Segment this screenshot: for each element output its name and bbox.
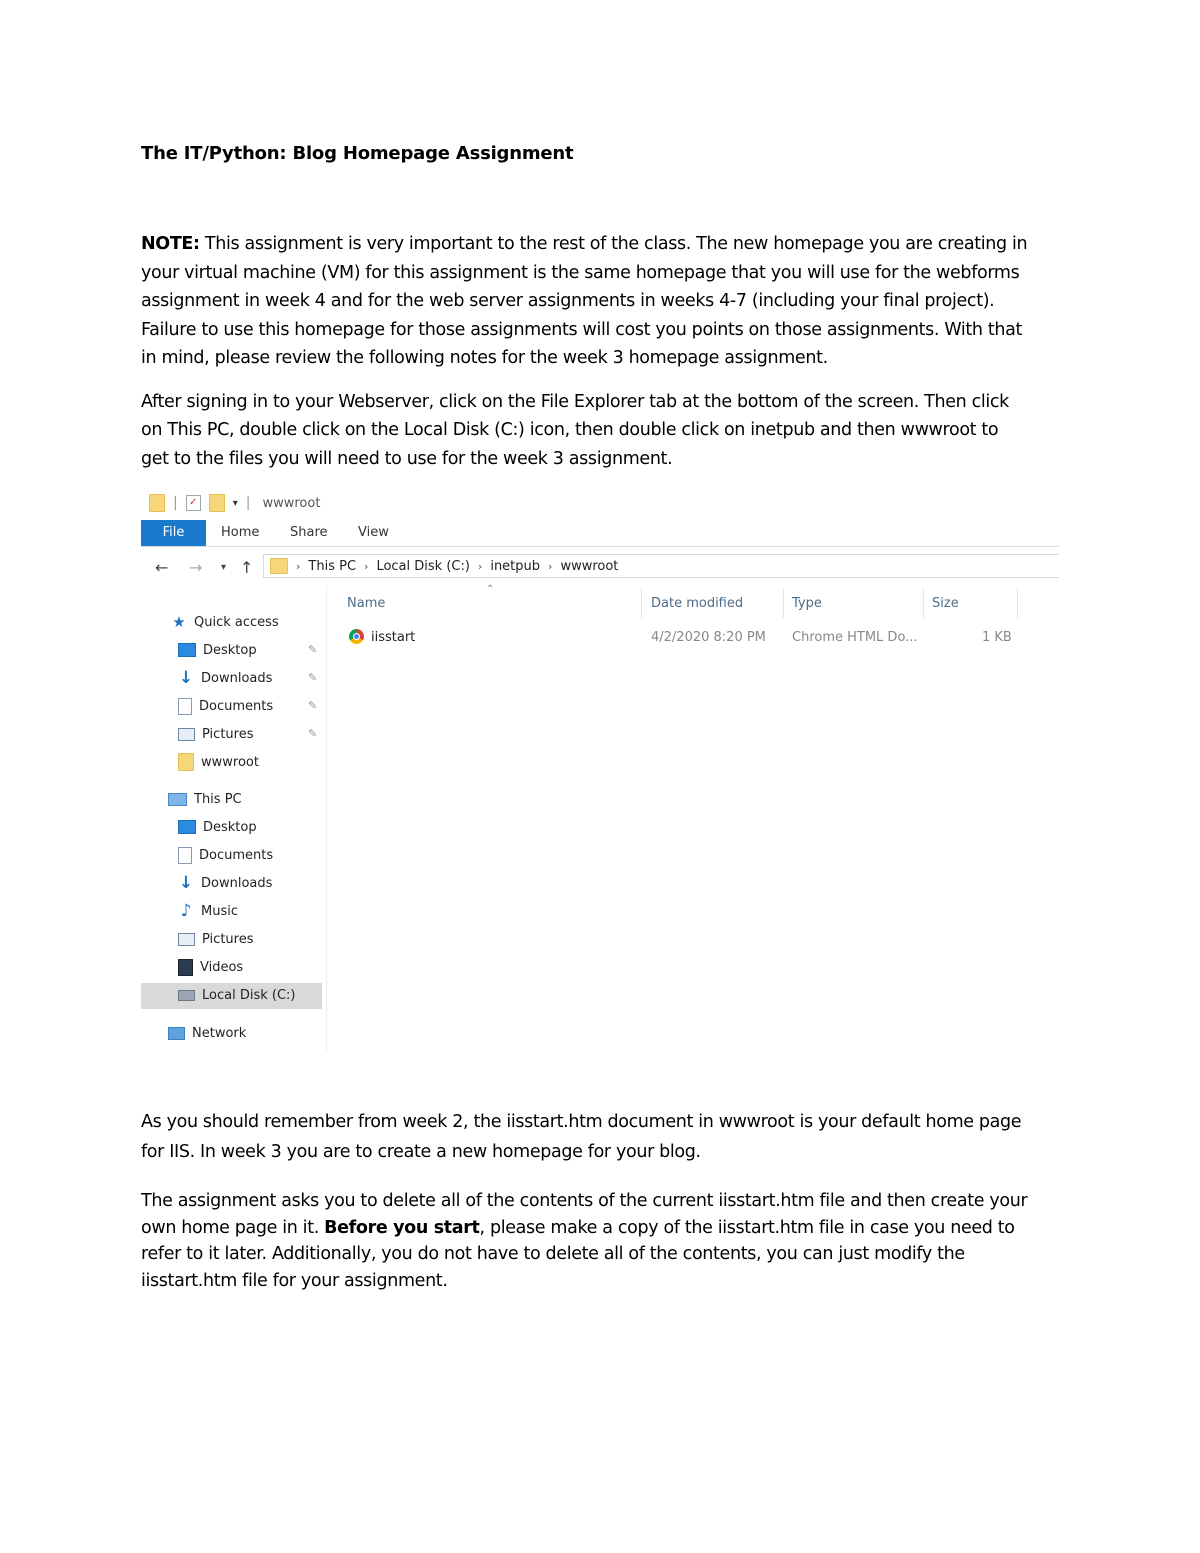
note-paragraph xyxy=(141,230,1071,373)
nav-pc-local-disk[interactable]: Local Disk (C:) xyxy=(178,983,295,1007)
nav-pc-downloads[interactable]: ↓ Downloads xyxy=(178,873,273,893)
assignment-line-4: iisstart.htm file for your assignment. xyxy=(141,1270,448,1291)
assignment-line-2: own home page in it. Before you start, please make a copy of the iisstart.htm file in case you need to xyxy=(141,1217,1015,1238)
tab-share[interactable]: Share xyxy=(290,525,328,540)
note-line-2: your virtual machine (VM) for this assignment is the same homepage that you will use for the webforms xyxy=(141,262,1020,283)
tab-home[interactable]: Home xyxy=(221,525,260,540)
computer-icon xyxy=(168,793,187,806)
note-line-5: in mind, please review the following notes for the week 3 homepage assignment. xyxy=(141,348,828,368)
note-label: NOTE: xyxy=(141,234,200,254)
download-icon: ↓ xyxy=(178,873,194,893)
customize-toolbar-icon[interactable]: ▾ xyxy=(232,497,238,509)
file-row[interactable] xyxy=(331,626,1059,650)
folder-icon[interactable] xyxy=(149,494,165,512)
star-icon: ★ xyxy=(172,613,186,631)
nav-pc-pictures[interactable]: Pictures xyxy=(178,927,253,951)
address-bar-row xyxy=(141,554,1059,580)
column-header-type[interactable]: Type xyxy=(792,596,822,611)
breadcrumb-inetpub[interactable]: inetpub xyxy=(490,558,541,574)
music-icon: ♪ xyxy=(180,901,192,921)
ribbon xyxy=(141,520,1059,547)
recent-locations-icon[interactable]: ▾ xyxy=(221,562,227,573)
note-line-1: NOTE: This assignment is very important to the rest of the class. The new homepage you are creating in xyxy=(141,234,1028,254)
pictures-icon xyxy=(178,728,195,741)
new-folder-icon[interactable] xyxy=(209,494,225,512)
pin-icon[interactable]: ✎ xyxy=(308,643,318,656)
document-title: The IT/Python: Blog Homepage Assignment xyxy=(141,143,574,164)
nav-pc-desktop[interactable]: Desktop xyxy=(178,815,257,839)
nav-quick-documents[interactable]: Documents xyxy=(178,694,273,718)
iisstart-line-1: As you should remember from week 2, the iisstart.htm document in wwwroot is your default home page xyxy=(141,1112,1022,1132)
pictures-icon xyxy=(178,933,195,946)
nav-quick-wwwroot[interactable]: wwwroot xyxy=(178,750,259,774)
instructions-line-2: on This PC, double click on the Local Disk (C:) icon, then double click on inetpub and then wwwroot to xyxy=(141,420,999,441)
pin-icon[interactable]: ✎ xyxy=(308,727,318,740)
pin-icon[interactable]: ✎ xyxy=(308,699,318,712)
column-header-size[interactable]: Size xyxy=(932,596,959,611)
address-bar[interactable] xyxy=(263,554,1059,578)
instructions-paragraph xyxy=(141,388,1071,473)
note-line-4: Failure to use this homepage for those assignments will cost you points on those assignments. With that xyxy=(141,319,1023,340)
up-arrow-icon[interactable]: ↑ xyxy=(240,558,254,577)
back-arrow-icon[interactable]: ← xyxy=(155,558,169,577)
tab-file[interactable]: File xyxy=(141,520,206,546)
folder-icon xyxy=(270,558,288,574)
navigation-pane xyxy=(141,586,327,1051)
desktop-icon xyxy=(178,820,196,834)
chevron-right-icon[interactable]: › xyxy=(296,559,301,573)
file-explorer-screenshot xyxy=(141,486,1059,1056)
nav-pc-documents[interactable]: Documents xyxy=(178,843,273,867)
sort-ascending-icon: ⌃ xyxy=(486,584,495,595)
breadcrumb-wwwroot[interactable]: wwwroot xyxy=(560,558,619,574)
assignment-line-1: The assignment asks you to delete all of the contents of the current iisstart.htm file and then create your xyxy=(141,1191,1028,1211)
nav-quick-access[interactable]: ★ Quick access xyxy=(172,613,279,631)
forward-arrow-icon[interactable]: → xyxy=(189,558,203,577)
nav-this-pc[interactable]: This PC xyxy=(168,787,242,811)
tab-view[interactable]: View xyxy=(358,525,389,540)
file-name: iisstart xyxy=(371,630,416,645)
iisstart-paragraph xyxy=(141,1108,1071,1167)
drive-icon xyxy=(178,990,195,1001)
column-header-date[interactable]: Date modified xyxy=(651,596,744,611)
column-header-name[interactable]: Name xyxy=(347,596,386,611)
nav-pc-videos[interactable]: Videos xyxy=(178,955,243,979)
breadcrumb-this-pc[interactable]: This PC xyxy=(308,558,357,574)
nav-quick-desktop[interactable]: Desktop xyxy=(178,638,257,662)
file-type: Chrome HTML Do... xyxy=(792,630,918,645)
chevron-right-icon[interactable]: › xyxy=(364,559,369,573)
instructions-line-1: After signing in to your Webserver, click on the File Explorer tab at the bottom of the screen. Then click xyxy=(141,392,1009,412)
file-date: 4/2/2020 8:20 PM xyxy=(651,630,766,645)
assignment-paragraph xyxy=(141,1188,1071,1294)
iisstart-line-2: for IIS. In week 3 you are to create a new homepage for your blog. xyxy=(141,1141,701,1162)
chevron-right-icon[interactable]: › xyxy=(477,559,483,573)
instructions-line-3: get to the files you will need to use for the week 3 assignment. xyxy=(141,448,673,469)
folder-icon xyxy=(178,753,194,771)
pin-icon[interactable]: ✎ xyxy=(308,671,318,684)
chrome-icon xyxy=(349,629,364,644)
document-icon xyxy=(178,847,192,864)
quick-access-toolbar: | ✓ ▾ | wwwroot xyxy=(149,492,320,514)
nav-quick-pictures[interactable]: Pictures xyxy=(178,722,253,746)
emphasis-before-you-start: Before you start xyxy=(324,1217,480,1238)
chevron-right-icon[interactable]: › xyxy=(548,559,553,573)
note-line-3: assignment in week 4 and for the web server assignments in weeks 4-7 (including your final project). xyxy=(141,291,995,311)
assignment-line-3: refer to it later. Additionally, you do not have to delete all of the contents, you can just modify the xyxy=(141,1244,965,1264)
video-icon xyxy=(178,959,193,976)
nav-pc-music[interactable]: ♪ Music xyxy=(178,899,238,923)
nav-quick-downloads[interactable]: ↓ Downloads xyxy=(178,668,273,688)
desktop-icon xyxy=(178,643,196,657)
document-icon xyxy=(178,698,192,715)
properties-icon[interactable]: ✓ xyxy=(186,495,201,511)
window-title: wwwroot xyxy=(262,495,321,511)
download-icon: ↓ xyxy=(178,668,194,688)
network-icon xyxy=(168,1027,185,1040)
breadcrumb-local-disk[interactable]: Local Disk (C:) xyxy=(376,558,470,574)
file-size: 1 KB xyxy=(982,630,1012,645)
nav-network[interactable]: Network xyxy=(168,1021,246,1045)
